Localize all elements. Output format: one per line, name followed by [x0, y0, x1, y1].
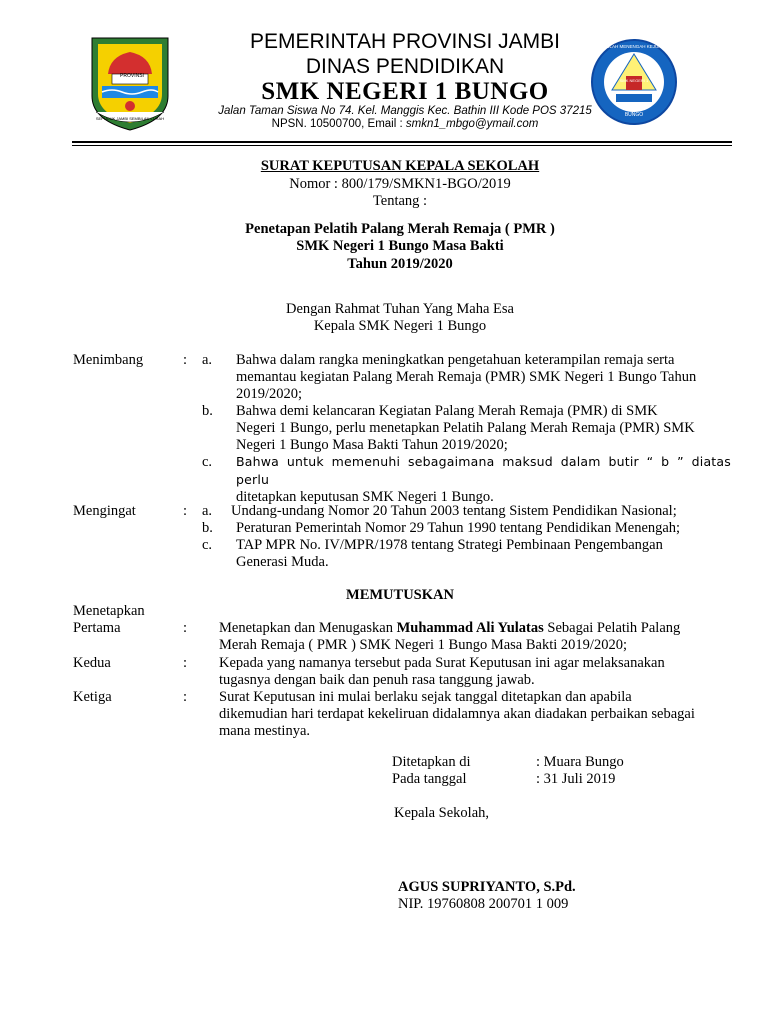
- place-value: : Muara Bungo: [536, 754, 624, 770]
- signatory-position: Kepala Sekolah,: [394, 805, 490, 821]
- signatory-name: AGUS SUPRIYANTO, S.Pd.: [398, 879, 576, 895]
- mengingat-colon: :: [183, 503, 188, 519]
- kedua-text: Kepada yang namanya tersebut pada Surat Keputusan ini agar melaksanakan tugasnya dengan baik dan penuh rasa tanggung jawab.: [219, 655, 665, 688]
- pertama-text: Menetapkan dan Menugaskan Muhammad Ali Yulatas Sebagai Pelatih Palang Merah Remaja ( PMR ) SMK Negeri 1 Bungo Masa Bakti 2019/2020;: [219, 620, 681, 653]
- kedua-colon: :: [183, 655, 188, 671]
- ketiga-label: Ketiga: [73, 689, 112, 705]
- pertama-label: Pertama: [73, 620, 121, 636]
- document-subject-line3: Tahun 2019/2020: [347, 256, 453, 272]
- school-emblem-inner-text: SMK NEGERI 1: [619, 78, 649, 83]
- school-emblem-ring-text: SEKOLAH MENENGAH KEJURUAN: [596, 44, 671, 49]
- menimbang-colon: :: [183, 352, 188, 368]
- menimbang-label: Menimbang: [73, 352, 144, 368]
- document-about: Tentang :: [372, 193, 428, 209]
- date-value: : 31 Juli 2019: [536, 771, 616, 787]
- letterhead-rule-thick: [72, 141, 732, 143]
- document-subject-line2: SMK Negeri 1 Bungo Masa Bakti: [296, 238, 504, 254]
- menimbang-item-b: b. Bahwa demi kelancaran Kegiatan Palang Merah Remaja (PMR) di SMK Negeri 1 Bungo, perlu menetapkan Pelatih Palang Merah Remaja (PMR) SMK Negeri 1 Bungo Masa Bakti Tahun 2019/2020;: [202, 403, 695, 453]
- date-label: Pada tanggal: [392, 771, 467, 787]
- letterhead-department: DINAS PENDIDIKAN: [305, 55, 505, 78]
- ketiga-text: Surat Keputusan ini mulai berlaku sejak tanggal ditetapkan dan apabila dikemudian hari terdapat kekeliruan didalamnya akan diadakan perbaikan sebagai mana mestinya.: [219, 689, 695, 739]
- mengingat-item-c: c. TAP MPR No. IV/MPR/1978 tentang Strategi Pembinaan Pengembangan Generasi Muda.: [202, 537, 663, 570]
- mengingat-item-a: a. Undang-undang Nomor 20 Tahun 2003 tentang Sistem Pendidikan Nasional;: [202, 503, 677, 519]
- letterhead-contact: [0, 118, 768, 130]
- place-label: Ditetapkan di: [392, 754, 471, 770]
- ketiga-colon: :: [183, 689, 188, 705]
- pertama-colon: :: [183, 620, 188, 636]
- menimbang-item-a: a. Bahwa dalam rangka meningkatkan pengetahuan keterampilan remaja serta memantau kegiatan Palang Merah Remaja (PMR) SMK Negeri 1 Bungo Tahun 2019/2020;: [202, 352, 697, 402]
- opening-line2: Kepala SMK Negeri 1 Bungo: [313, 318, 487, 334]
- document-heading: SURAT KEPUTUSAN KEPALA SEKOLAH: [260, 158, 540, 174]
- memutuskan-heading: MEMUTUSKAN: [346, 587, 454, 603]
- mengingat-label: Mengingat: [73, 503, 136, 519]
- contact-prefix: NPSN. 10500700, Email :: [271, 118, 406, 130]
- menetapkan-label: Menetapkan: [73, 603, 145, 619]
- letterhead-province: PEMERINTAH PROVINSI JAMBI: [250, 30, 560, 53]
- letterhead-school-name: SMK NEGERI 1 BUNGO: [261, 78, 549, 105]
- trainer-name: Muhammad Ali Yulatas: [396, 620, 544, 636]
- signatory-nip: NIP. 19760808 200701 1 009: [398, 896, 569, 912]
- kedua-label: Kedua: [73, 655, 111, 671]
- letterhead-address: Jalan Taman Siswa No 74. Kel. Manggis Kec. Bathin III Kode POS 37215: [218, 105, 592, 117]
- jambi-emblem-motto-text: SEPUCUK JAMBI SEMBILAN LURAH: [95, 116, 165, 121]
- jambi-emblem-banner-text: PROVINSI: [120, 73, 144, 79]
- document-number: Nomor : 800/179/SMKN1-BGO/2019: [289, 176, 511, 192]
- letterhead-rule-thin: [72, 145, 732, 146]
- menimbang-item-c: c. Bahwa untuk memenuhi sebagaimana maksud dalam butir “ b ” diatas perlu ditetapkan keputusan SMK Negeri 1 Bungo.: [202, 454, 731, 505]
- contact-email: smkn1_mbgo@ymail.com: [405, 118, 539, 130]
- mengingat-item-b: b. Peraturan Pemerintah Nomor 29 Tahun 1990 tentang Pendidikan Menengah;: [202, 520, 681, 536]
- opening-line1: Dengan Rahmat Tuhan Yang Maha Esa: [286, 301, 514, 317]
- school-emblem-bottom-text: BUNGO: [624, 112, 644, 118]
- document-subject-line1: Penetapan Pelatih Palang Merah Remaja ( PMR ): [245, 221, 555, 237]
